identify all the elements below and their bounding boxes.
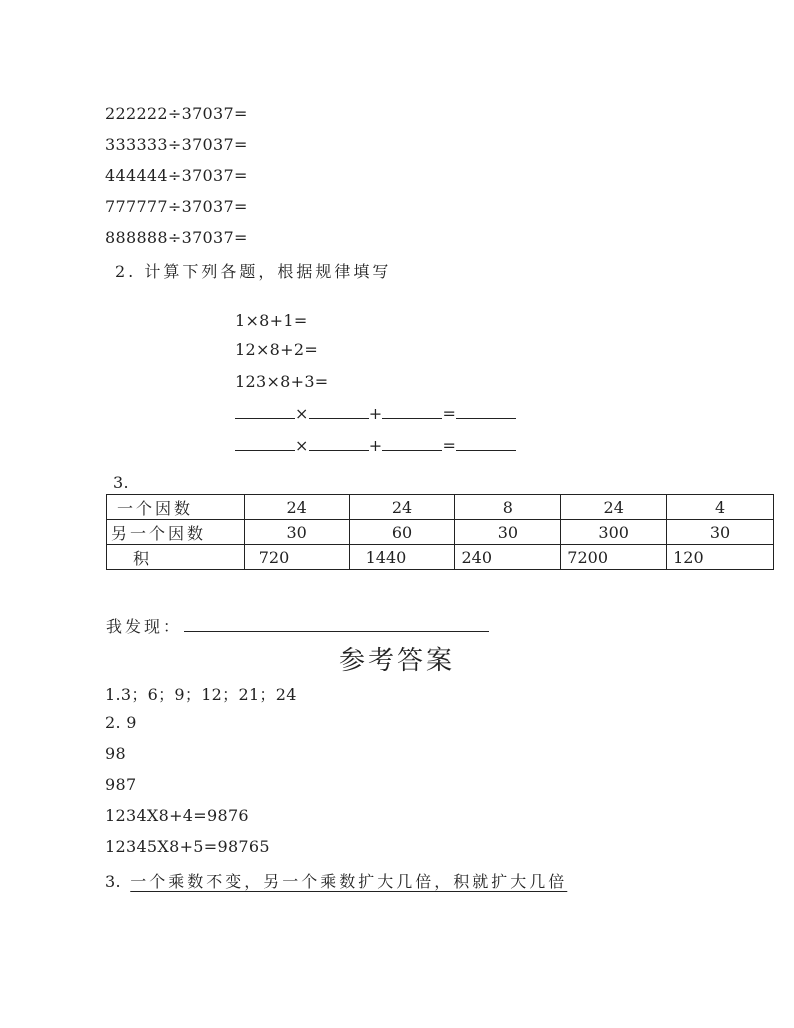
table-cell: 24 [561, 495, 667, 520]
division-line-4: 777777÷37037= [105, 197, 248, 216]
table-cell: 7200 [561, 545, 667, 570]
answer-3-prefix: 3. [105, 872, 121, 891]
blank-row-1 [235, 404, 516, 423]
table-cell: 1440 [349, 545, 455, 570]
answer-line-1: 1.3；6；9；12；21；24 [105, 685, 297, 704]
blank-field[interactable] [456, 450, 516, 451]
row-header: 积 [107, 545, 245, 570]
answer-3-text: 一个乘数不变，另一个乘数扩大几倍，积就扩大几倍 [130, 872, 568, 891]
question-2-heading: 2. 计算下列各题，根据规律填写 [115, 262, 392, 281]
times-sign: × [295, 436, 309, 455]
division-line-5: 888888÷37037= [105, 228, 248, 247]
answer-key-title: 参考答案 [338, 646, 455, 676]
pattern-line-1: 1×8+1= [235, 311, 308, 330]
answer-line-6: 12345X8+5=98765 [105, 837, 270, 856]
table-cell: 300 [561, 520, 667, 545]
answer-line-4: 987 [105, 775, 137, 794]
answer-line-2: 2. 9 [105, 713, 137, 732]
blank-field[interactable] [235, 450, 295, 451]
table-row [107, 520, 774, 545]
division-line-2: 333333÷37037= [105, 135, 248, 154]
table-cell: 24 [349, 495, 455, 520]
discovery-answer-field[interactable] [184, 631, 489, 632]
pattern-line-3: 123×8+3= [235, 372, 329, 391]
equals-sign: = [442, 404, 457, 423]
blank-field[interactable] [235, 418, 295, 419]
discovery-label: 我发现： [106, 617, 183, 636]
times-sign: × [295, 404, 309, 423]
answer-line-7 [105, 869, 567, 892]
plus-sign: + [368, 436, 383, 455]
division-line-1: 222222÷37037= [105, 104, 248, 123]
table-cell: 30 [667, 520, 774, 545]
blank-field[interactable] [309, 418, 369, 419]
blank-field[interactable] [382, 418, 442, 419]
answer-line-5: 1234X8+4=9876 [105, 806, 249, 825]
table-cell: 24 [244, 495, 349, 520]
equals-sign: = [442, 436, 457, 455]
pattern-line-2: 12×8+2= [235, 340, 319, 359]
table-row [107, 545, 774, 570]
table-row [107, 495, 774, 520]
table-cell: 60 [349, 520, 455, 545]
answer-line-3: 98 [105, 744, 126, 763]
row-header: 一个因数 [107, 495, 245, 520]
table-cell: 30 [244, 520, 349, 545]
plus-sign: + [368, 404, 383, 423]
blank-field[interactable] [309, 450, 369, 451]
table-cell: 8 [455, 495, 561, 520]
table-cell: 720 [244, 545, 349, 570]
division-line-3: 444444÷37037= [105, 166, 248, 185]
blank-field[interactable] [382, 450, 442, 451]
blank-row-2 [235, 436, 516, 455]
blank-field[interactable] [456, 418, 516, 419]
table-cell: 240 [455, 545, 561, 570]
discovery-line [106, 614, 489, 637]
table-cell: 120 [667, 545, 774, 570]
factor-product-table [106, 494, 774, 570]
question-3-label: 3. [113, 473, 129, 492]
table-cell: 30 [455, 520, 561, 545]
row-header: 另一个因数 [107, 520, 245, 545]
table-cell: 4 [667, 495, 774, 520]
